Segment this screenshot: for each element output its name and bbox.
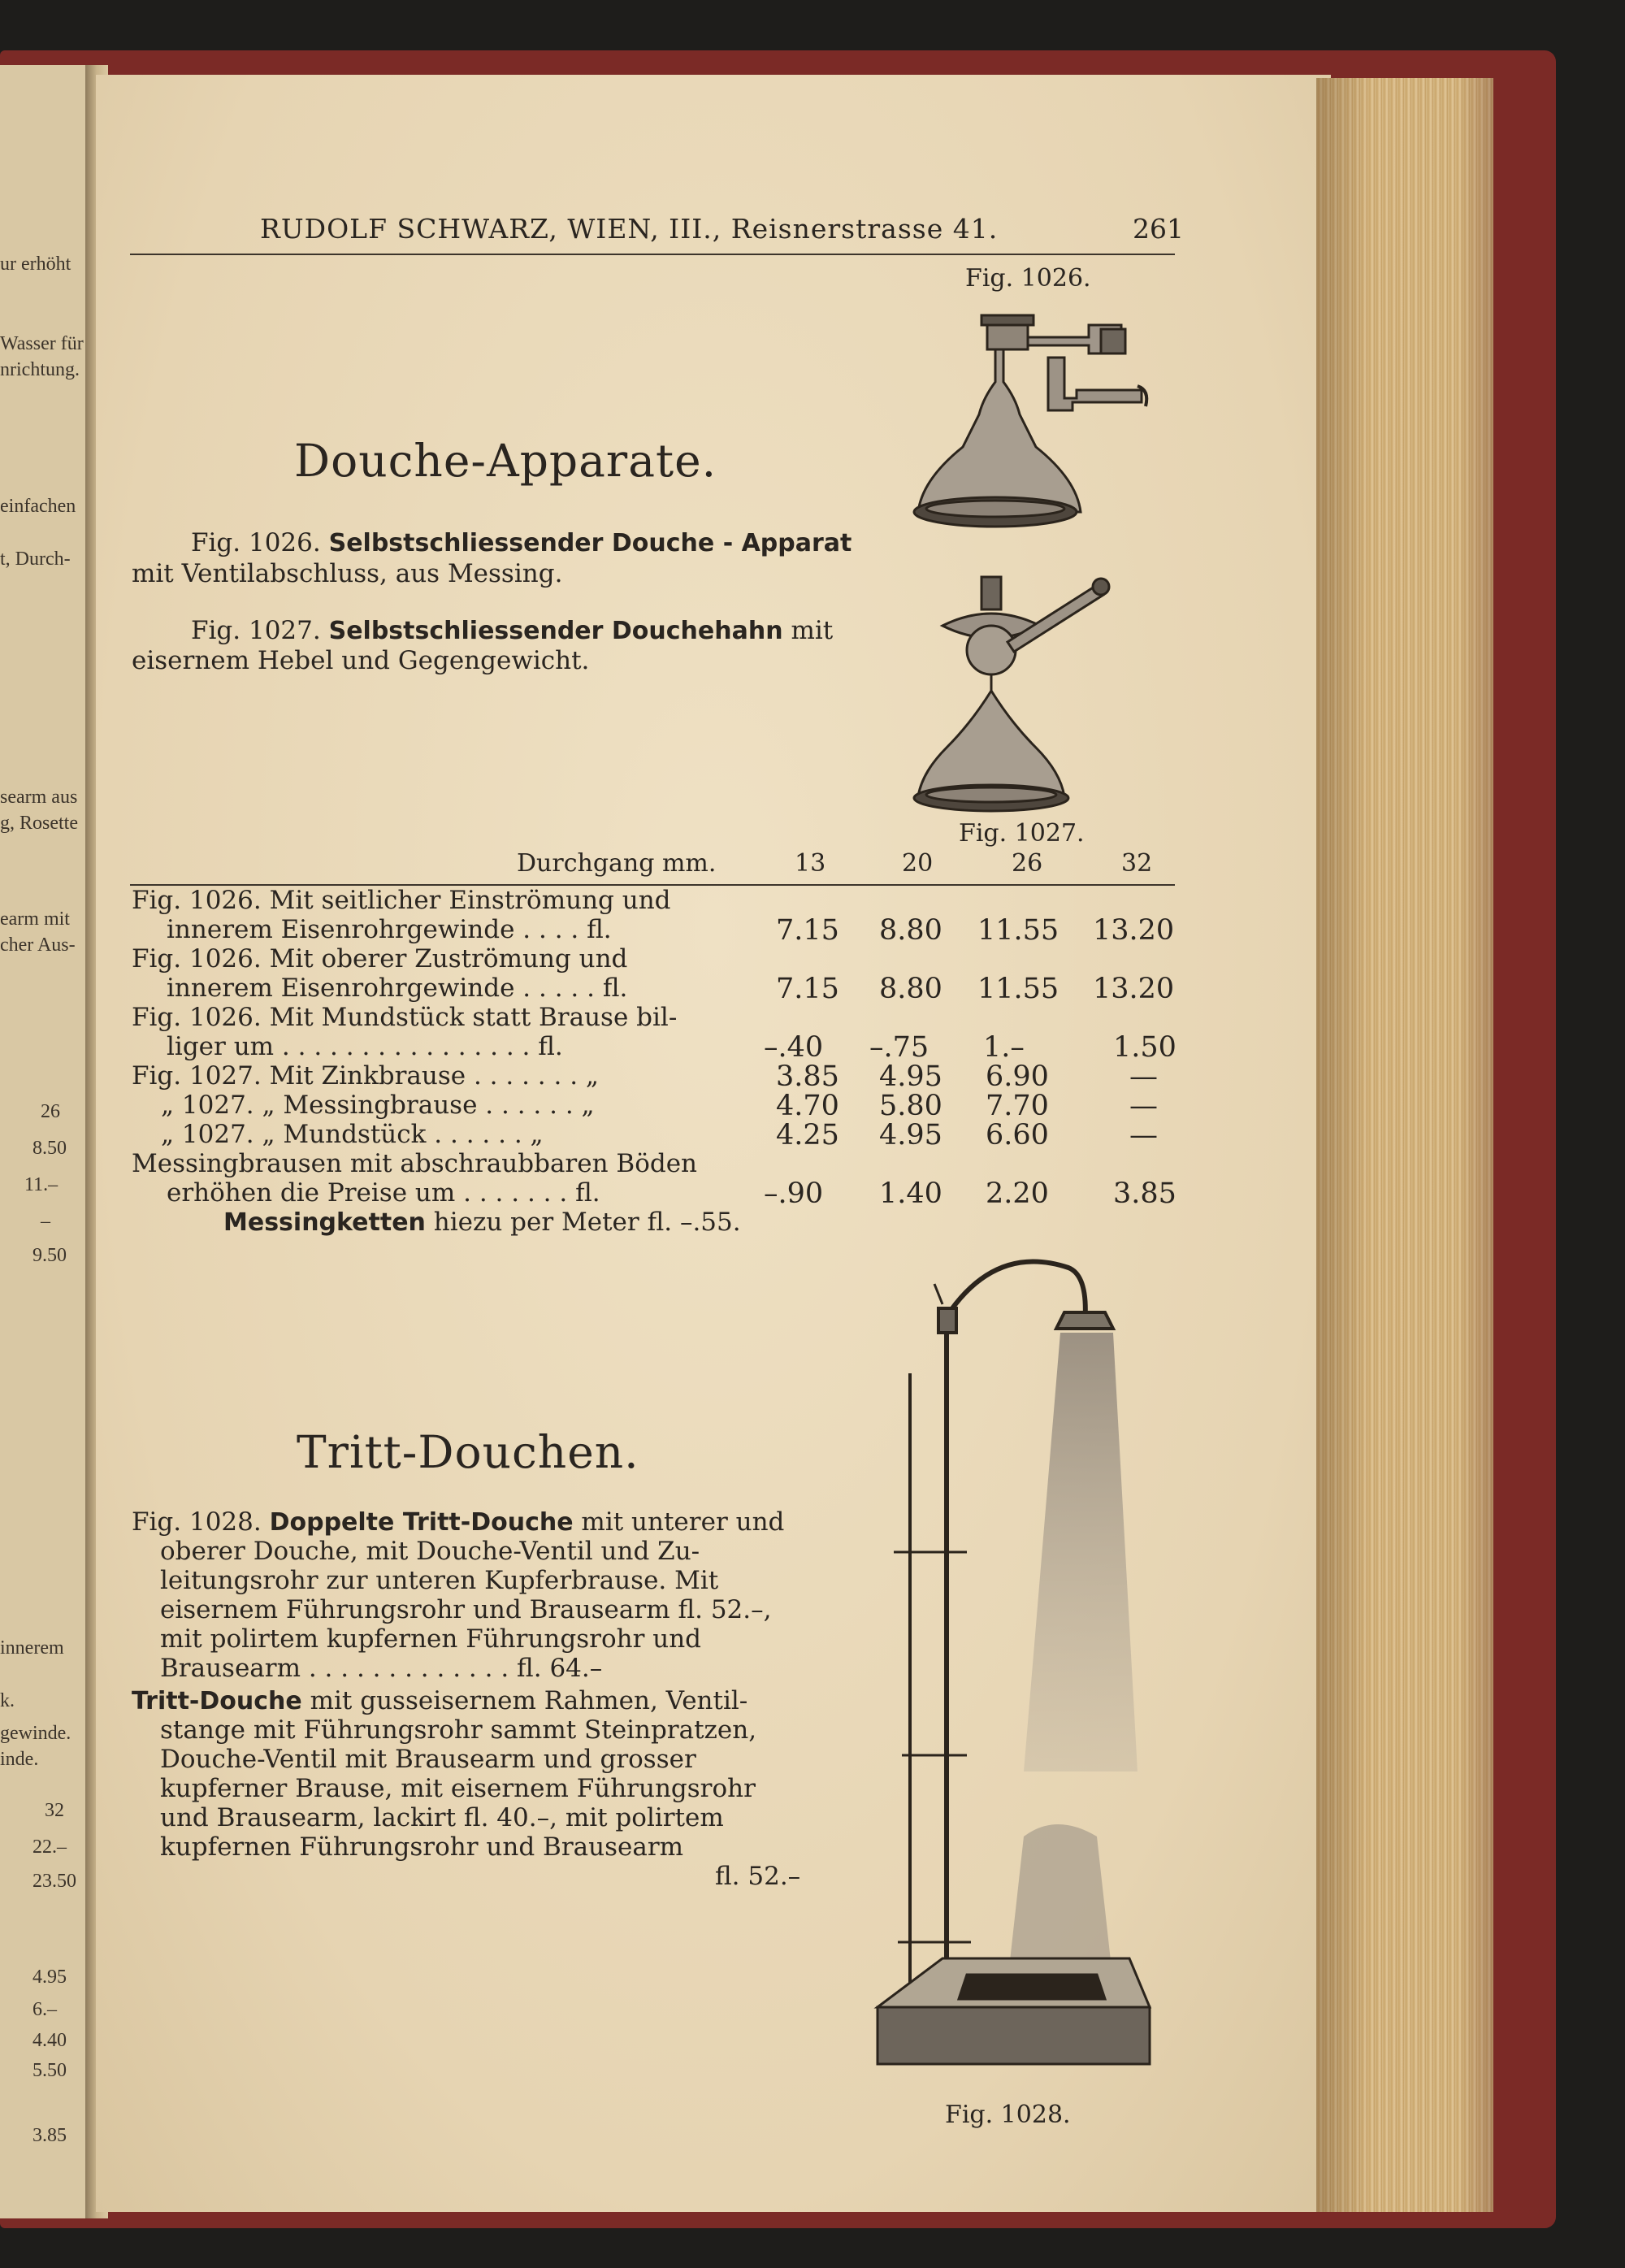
table-row-label: „ 1027. „ Mundstück . . . . . . „ xyxy=(161,1120,544,1149)
table-cell: –.40 xyxy=(764,1031,824,1064)
table-cell: 8.80 xyxy=(879,973,942,1005)
table-row-label: „ 1027. „ Messingbrause . . . . . . „ xyxy=(161,1091,595,1120)
header-rule xyxy=(130,254,1175,255)
fig-1026-caption: Fig. 1026. xyxy=(965,264,1091,293)
table-cell: 4.95 xyxy=(879,1119,942,1151)
table-cell: 6.90 xyxy=(986,1060,1049,1093)
fig-1027-caption: Fig. 1027. xyxy=(959,819,1085,848)
running-head: RUDOLF SCHWARZ, WIEN, III., Reisnerstrasse 41. xyxy=(260,213,999,245)
fig-1028-caption: Fig. 1028. xyxy=(945,2101,1071,2129)
left-fragment: ur erhöht xyxy=(0,254,72,275)
left-fragment: 23.50 xyxy=(32,1871,76,1892)
fig-1026-description-line2: mit Ventilabschluss, aus Messing. xyxy=(132,559,563,588)
left-fragment: nrichtung. xyxy=(0,359,80,380)
table-cell: 1.– xyxy=(983,1031,1025,1064)
fig-1027-description xyxy=(191,616,833,646)
fig-1027-description-line2: eisernem Hebel und Gegengewicht. xyxy=(132,646,590,675)
description-line: und Brausearm, lackirt fl. 40.–, mit polirtem xyxy=(160,1803,724,1832)
left-fragment: 4.40 xyxy=(32,2030,67,2051)
description-line: eisernem Führungsrohr und Brausearm fl. 52.–, xyxy=(160,1595,772,1624)
left-fragment: 8.50 xyxy=(32,1138,67,1159)
page-number: 261 xyxy=(1133,213,1184,245)
description-text: mit gusseisernem Rahmen, Ventil- xyxy=(310,1686,748,1715)
messingketten-line xyxy=(223,1208,741,1238)
table-row-label: innerem Eisenrohrgewinde . . . . . fl. xyxy=(167,974,628,1003)
table-cell: 13.20 xyxy=(1093,914,1175,947)
table-row-label: innerem Eisenrohrgewinde . . . . fl. xyxy=(167,915,612,944)
fig-1026-description xyxy=(191,528,852,558)
table-col-26: 26 xyxy=(1012,849,1043,878)
product-name: Selbstschliessender Douche - Apparat xyxy=(328,529,852,557)
product-name: Doppelte Tritt-Douche xyxy=(269,1508,574,1537)
left-fragment: searm aus xyxy=(0,787,78,808)
table-cell: 6.60 xyxy=(986,1119,1049,1151)
table-cell: –.75 xyxy=(869,1031,930,1064)
left-fragment: einfachen xyxy=(0,496,76,517)
description-price: fl. 52.– xyxy=(715,1862,801,1891)
table-cell: 8.80 xyxy=(879,914,942,947)
table-row-label: Fig. 1027. Mit Zinkbrause . . . . . . . „ xyxy=(132,1061,599,1091)
fig-1027-illustration xyxy=(894,569,1138,821)
left-fragment: gewinde. xyxy=(0,1723,72,1744)
description-line: mit polirtem kupfernen Führungsrohr und xyxy=(160,1624,702,1654)
table-row-label: Fig. 1026. Mit seitlicher Einströmung und xyxy=(132,886,671,915)
table-row-label: erhöhen die Preise um . . . . . . . fl. xyxy=(167,1178,600,1208)
table-cell: 11.55 xyxy=(977,973,1060,1005)
table-column-label: Durchgang mm. xyxy=(517,849,717,878)
table-cell: 4.70 xyxy=(776,1090,839,1122)
left-fragment: t, Durch- xyxy=(0,549,71,570)
fig-1026-illustration xyxy=(894,309,1186,553)
table-cell: 2.20 xyxy=(986,1177,1049,1210)
fig-1027-tail: mit xyxy=(791,616,834,645)
left-fragment: g, Rosette xyxy=(0,813,78,834)
left-fragment: earm mit xyxy=(0,909,70,930)
table-cell: 13.20 xyxy=(1093,973,1175,1005)
table-cell: 7.70 xyxy=(986,1090,1049,1122)
table-row-label: Fig. 1026. Mit oberer Zuströmung und xyxy=(132,944,628,974)
table-cell: 4.25 xyxy=(776,1119,839,1151)
table-cell: 1.50 xyxy=(1113,1031,1176,1064)
fig-1028-illustration xyxy=(861,1251,1162,2088)
table-cell: 7.15 xyxy=(776,914,839,947)
table-cell: 5.80 xyxy=(879,1090,942,1122)
description-line: kupferner Brause, mit eisernem Führungsrohr xyxy=(160,1774,756,1803)
table-row-label: liger um . . . . . . . . . . . . . . . . fl. xyxy=(167,1032,563,1061)
section-title-tritt-douchen: Tritt-Douchen. xyxy=(297,1426,639,1478)
table-cell: 4.95 xyxy=(879,1060,942,1093)
tritt-douche-description xyxy=(132,1686,748,1716)
left-fragment: 3.85 xyxy=(32,2125,67,2146)
table-cell: — xyxy=(1129,1060,1158,1093)
table-cell: — xyxy=(1129,1090,1158,1122)
table-cell: — xyxy=(1129,1119,1158,1151)
messingketten-price: hiezu per Meter fl. –.55. xyxy=(433,1208,741,1237)
left-fragment: 4.95 xyxy=(32,1967,67,1988)
description-line: kupfernen Führungsrohr und Brausearm xyxy=(160,1832,684,1862)
product-name: Tritt-Douche xyxy=(132,1687,302,1715)
left-fragment: Wasser für xyxy=(0,333,84,354)
left-fragment: 5.50 xyxy=(32,2060,67,2081)
fig-ref: Fig. 1026. xyxy=(191,528,321,557)
description-line: Brausearm . . . . . . . . . . . . . fl. 64.– xyxy=(160,1654,603,1683)
table-cell: 11.55 xyxy=(977,914,1060,947)
left-fragment: cher Aus- xyxy=(0,935,76,956)
description-line: leitungsrohr zur unteren Kupferbrause. Mit xyxy=(160,1566,719,1595)
table-cell: –.90 xyxy=(764,1177,824,1210)
fig-ref: Fig. 1027. xyxy=(191,616,321,645)
table-row-label: Messingbrausen mit abschraubbaren Böden xyxy=(132,1149,698,1178)
fig-ref: Fig. 1028. xyxy=(132,1507,262,1537)
left-fragment: 22.– xyxy=(32,1837,67,1858)
left-fragment: 26 xyxy=(41,1101,60,1122)
page-edges-shade xyxy=(1316,78,1493,2212)
description-line: Douche-Ventil mit Brausearm und grosser xyxy=(160,1745,696,1774)
left-fragment: k. xyxy=(0,1690,15,1711)
left-fragment: inde. xyxy=(0,1749,39,1770)
product-name: Selbstschliessender Douchehahn xyxy=(328,617,783,645)
table-cell: 3.85 xyxy=(776,1060,839,1093)
description-line: stange mit Führungsrohr sammt Steinpratzen, xyxy=(160,1715,757,1745)
table-cell: 3.85 xyxy=(1113,1177,1176,1210)
left-fragment: 11.– xyxy=(24,1174,58,1195)
left-fragment: innerem xyxy=(0,1637,64,1659)
table-row-label: Fig. 1026. Mit Mundstück statt Brause bil- xyxy=(132,1003,678,1032)
table-col-32: 32 xyxy=(1121,849,1153,878)
description-line: oberer Douche, mit Douche-Ventil und Zu- xyxy=(160,1537,700,1566)
left-fragment: 32 xyxy=(45,1800,64,1821)
table-col-20: 20 xyxy=(902,849,934,878)
left-page-edge xyxy=(0,65,96,2218)
table-cell: 7.15 xyxy=(776,973,839,1005)
left-fragment: 6.– xyxy=(32,1999,57,2020)
table-col-13: 13 xyxy=(795,849,826,878)
section-title-douche-apparate: Douche-Apparate. xyxy=(294,435,717,487)
left-fragment: 9.50 xyxy=(32,1245,67,1266)
left-fragment: – xyxy=(41,1211,50,1232)
description-text: mit unterer und xyxy=(581,1507,785,1537)
fig-1028-description xyxy=(132,1507,784,1537)
product-name: Messingketten xyxy=(223,1208,426,1237)
table-cell: 1.40 xyxy=(879,1177,942,1210)
